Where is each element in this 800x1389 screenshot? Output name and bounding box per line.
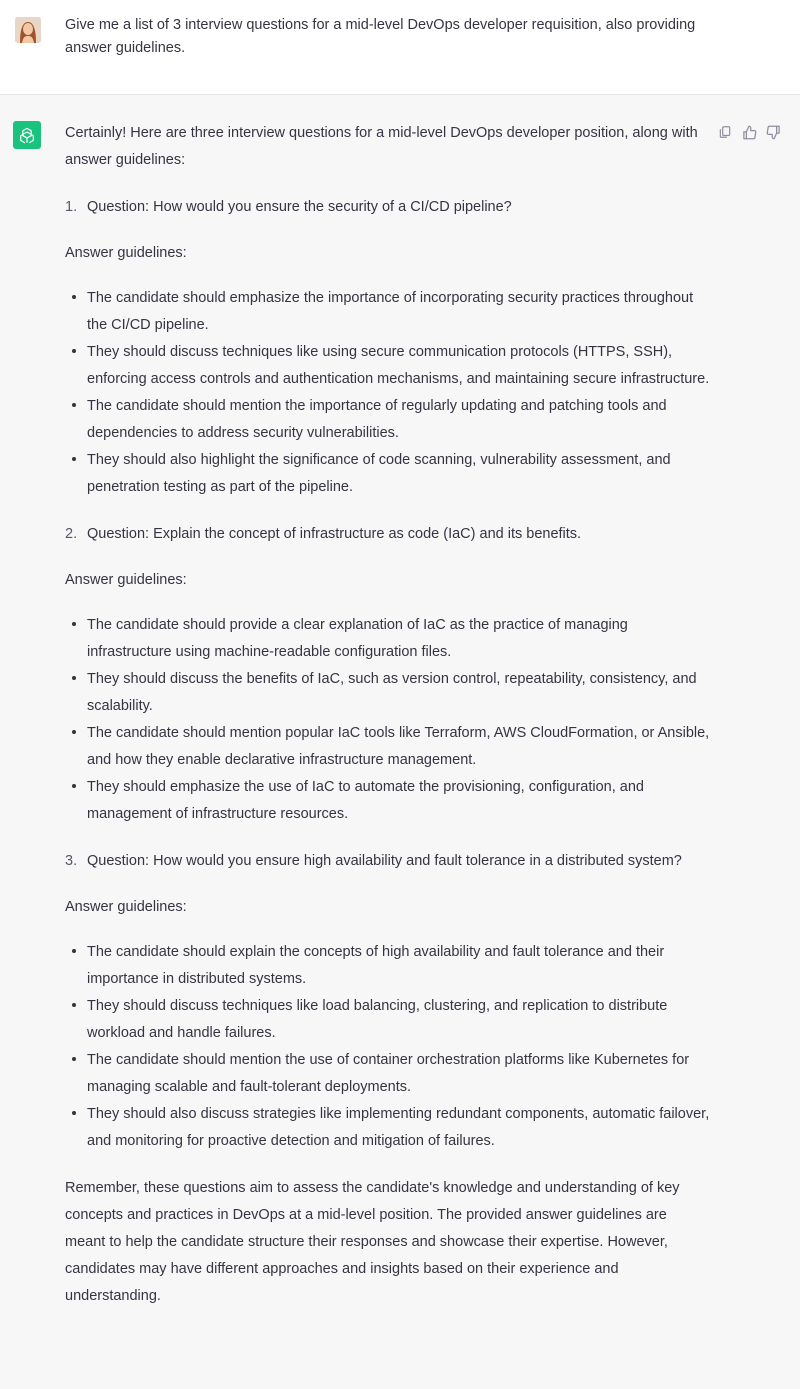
question-number: 1. bbox=[65, 199, 78, 215]
guidelines-list bbox=[65, 939, 710, 1155]
question-item bbox=[65, 848, 710, 875]
answer-guidelines-label: Answer guidelines: bbox=[65, 899, 187, 915]
answer-guidelines-label: Answer guidelines: bbox=[65, 245, 187, 261]
guideline-item: They should also highlight the significance of code scanning, vulnerability assessment, and penetration testing as part of the pipeline. bbox=[65, 447, 710, 501]
user-message-row bbox=[0, 0, 800, 95]
assistant-intro: Certainly! Here are three interview questions for a mid-level DevOps developer position, along with answer guidelines: bbox=[65, 125, 698, 168]
user-avatar bbox=[15, 17, 41, 43]
question-item bbox=[65, 194, 710, 221]
question-number: 2. bbox=[65, 526, 78, 542]
guideline-item: The candidate should mention the importance of regularly updating and patching tools and dependencies to address security vulnerabilities. bbox=[65, 393, 710, 447]
guideline-item: The candidate should mention popular IaC tools like Terraform, AWS CloudFormation, or Ansible, and how they enable declarative infrastructure management. bbox=[65, 720, 710, 774]
question-item bbox=[65, 521, 710, 548]
guideline-item: The candidate should emphasize the importance of incorporating security practices throughout the CI/CD pipeline. bbox=[65, 285, 710, 339]
guideline-item: They should emphasize the use of IaC to automate the provisioning, configuration, and management of infrastructure resources. bbox=[65, 774, 710, 828]
answer-guidelines-label: Answer guidelines: bbox=[65, 572, 187, 588]
thumbs-down-icon[interactable] bbox=[764, 123, 782, 141]
guideline-item: The candidate should explain the concepts of high availability and fault tolerance and their importance in distributed systems. bbox=[65, 939, 710, 993]
message-actions bbox=[716, 123, 782, 141]
assistant-message-row bbox=[0, 95, 800, 1389]
guideline-item: They should discuss the benefits of IaC, such as version control, repeatability, consistency, and scalability. bbox=[65, 666, 710, 720]
guideline-item: The candidate should mention the use of container orchestration platforms like Kubernetes for managing scalable and fault-tolerant deployments. bbox=[65, 1047, 710, 1101]
question-number: 3. bbox=[65, 853, 78, 869]
copy-icon[interactable] bbox=[716, 123, 734, 141]
thumbs-up-icon[interactable] bbox=[740, 123, 758, 141]
user-message-text: Give me a list of 3 interview questions for a mid-level DevOps developer requisition, also providing answer guidelines. bbox=[65, 17, 696, 56]
question-text: Question: Explain the concept of infrastructure as code (IaC) and its benefits. bbox=[87, 526, 582, 542]
assistant-closing: Remember, these questions aim to assess the candidate's knowledge and understanding of key concepts and practices in DevOps at a mid-level position. The provided answer guidelines are meant to help the candidate structure their responses and showcase their expertise. However, candidates may have different approaches and insights based on their experience and understanding. bbox=[65, 1180, 680, 1304]
guideline-item: They should also discuss strategies like implementing redundant components, automatic failover, and monitoring for proactive detection and mitigation of failures. bbox=[65, 1101, 710, 1155]
guidelines-list bbox=[65, 612, 710, 828]
openai-logo-icon bbox=[13, 121, 41, 149]
question-text: Question: How would you ensure the security of a CI/CD pipeline? bbox=[87, 199, 512, 215]
assistant-message-content bbox=[65, 120, 710, 1310]
guideline-item: They should discuss techniques like load balancing, clustering, and replication to distribute workload and handle failures. bbox=[65, 993, 710, 1047]
guideline-item: They should discuss techniques like using secure communication protocols (HTTPS, SSH), enforcing access controls and authentication mechanisms, and maintaining secure infrastructure. bbox=[65, 339, 710, 393]
guidelines-list bbox=[65, 285, 710, 501]
question-text: Question: How would you ensure high availability and fault tolerance in a distributed system? bbox=[87, 853, 682, 869]
guideline-item: The candidate should provide a clear explanation of IaC as the practice of managing infrastructure using machine-readable configuration files. bbox=[65, 612, 710, 666]
